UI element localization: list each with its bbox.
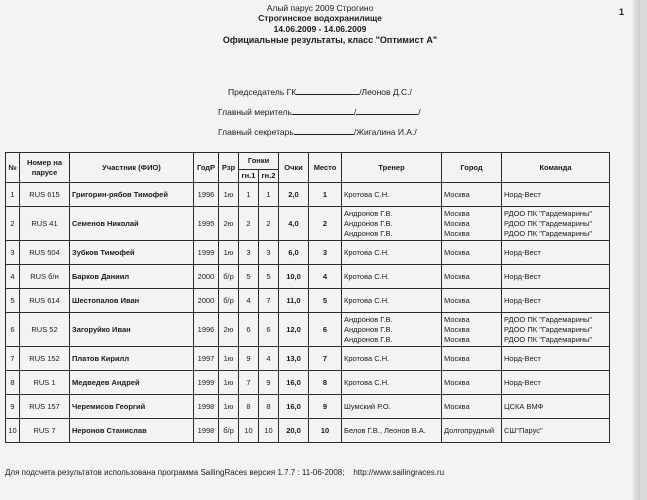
cell-no: 9 xyxy=(6,395,20,419)
cell-points: 20,0 xyxy=(279,419,309,443)
cell-city xyxy=(442,265,502,289)
cell-participant: Зубков Тимофей xyxy=(70,241,194,265)
date-range: 14.06.2009 - 14.06.2009 xyxy=(273,24,367,34)
cell-coach xyxy=(342,265,442,289)
cell-team-line: СШ"Парус" xyxy=(504,425,543,435)
table-row xyxy=(6,347,610,371)
cell-place: 10 xyxy=(309,419,342,443)
cell-no: 4 xyxy=(6,265,20,289)
table-row xyxy=(6,241,610,265)
col-header-team: Команда xyxy=(502,153,610,183)
col-header-year: ГодР xyxy=(194,153,219,183)
cell-place: 9 xyxy=(309,395,342,419)
footer-url: http://www.sailingraces.ru xyxy=(353,468,445,477)
cell-participant: Загоруйко Иван xyxy=(70,313,194,347)
page-edge-shadow xyxy=(633,0,640,500)
cell-city xyxy=(442,241,502,265)
cell-year: 1998 xyxy=(194,419,219,443)
cell-team xyxy=(502,347,610,371)
cell-place: 3 xyxy=(309,241,342,265)
col-header-points: Очки xyxy=(279,153,309,183)
cell-race2: 9 xyxy=(259,371,279,395)
cell-city-line: Москва xyxy=(444,295,470,305)
cell-participant: Неронов Станислав xyxy=(70,419,194,443)
signature-measurer: Главный меритель / / xyxy=(218,107,421,117)
cell-city-line: Москва xyxy=(444,228,470,238)
cell-city-line: Москва xyxy=(444,353,470,363)
cell-coach xyxy=(342,289,442,313)
cell-sail: RUS 41 xyxy=(20,207,70,241)
cell-no: 2 xyxy=(6,207,20,241)
cell-city xyxy=(442,207,502,241)
cell-city xyxy=(442,183,502,207)
col-header-place: Место xyxy=(309,153,342,183)
cell-participant: Черемисов Георгий xyxy=(70,395,194,419)
signature-chairman xyxy=(228,86,412,97)
cell-participant: Медведев Андрей xyxy=(70,371,194,395)
cell-rank: б/р xyxy=(219,265,239,289)
cell-participant: Платов Кирилл xyxy=(70,347,194,371)
cell-race1: 6 xyxy=(239,313,259,347)
cell-coach-line: Андронов Г.В. xyxy=(344,324,393,334)
cell-team-line: РДОО ПК "Гардемарины" xyxy=(504,314,593,324)
cell-coach-line: Кротова С.Н. xyxy=(344,189,390,199)
cell-points: 12,0 xyxy=(279,313,309,347)
cell-team-line: РДОО ПК "Гардемарины" xyxy=(504,334,593,344)
cell-team xyxy=(502,371,610,395)
table-row xyxy=(6,289,610,313)
cell-coach xyxy=(342,419,442,443)
cell-city-line: Москва xyxy=(444,324,470,334)
table-row xyxy=(6,265,610,289)
cell-sail: RUS 52 xyxy=(20,313,70,347)
cell-year: 1998 xyxy=(194,395,219,419)
col-header-sail: Номер на парусе xyxy=(20,153,70,183)
col-header-city: Город xyxy=(442,153,502,183)
cell-points: 10,0 xyxy=(279,265,309,289)
cell-coach xyxy=(342,347,442,371)
col-header-participant: Участник (ФИО) xyxy=(70,153,194,183)
table-row xyxy=(6,419,610,443)
cell-sail: RUS 1 xyxy=(20,371,70,395)
cell-coach-line: Кротова С.Н. xyxy=(344,271,390,281)
cell-race1: 9 xyxy=(239,347,259,371)
col-header-race1: гн.1 xyxy=(239,170,259,183)
cell-coach-line: Кротова С.Н. xyxy=(344,295,390,305)
cell-rank: б/р xyxy=(219,289,239,313)
cell-points: 16,0 xyxy=(279,371,309,395)
cell-city-line: Москва xyxy=(444,189,470,199)
table-row xyxy=(6,207,610,241)
col-header-rank: Рзр xyxy=(219,153,239,183)
cell-points: 11,0 xyxy=(279,289,309,313)
signature-line xyxy=(292,106,357,117)
cell-coach xyxy=(342,395,442,419)
cell-race1: 3 xyxy=(239,241,259,265)
cell-rank: 1ю xyxy=(219,241,239,265)
cell-race2: 1 xyxy=(259,183,279,207)
table-row xyxy=(6,395,610,419)
cell-city xyxy=(442,313,502,347)
cell-city xyxy=(442,371,502,395)
cell-city xyxy=(442,289,502,313)
cell-no: 3 xyxy=(6,241,20,265)
cell-no: 7 xyxy=(6,347,20,371)
cell-place: 8 xyxy=(309,371,342,395)
cell-sail: RUS 157 xyxy=(20,395,70,419)
cell-participant: Барков Даниил xyxy=(70,265,194,289)
col-header-no: № xyxy=(6,153,20,183)
cell-team-line: РДОО ПК "Гардемарины" xyxy=(504,208,593,218)
cell-team-line: Норд-Вест xyxy=(504,271,541,281)
regatta-title: Алый парус 2009 Строгино xyxy=(266,3,374,13)
cell-race2: 4 xyxy=(259,347,279,371)
cell-points: 13,0 xyxy=(279,347,309,371)
cell-no: 6 xyxy=(6,313,20,347)
cell-sail: RUS б/н xyxy=(20,265,70,289)
cell-team xyxy=(502,419,610,443)
cell-city xyxy=(442,419,502,443)
cell-race1: 5 xyxy=(239,265,259,289)
results-class-title: Официальные результаты, класс "Оптимист А" xyxy=(222,35,438,45)
cell-coach xyxy=(342,207,442,241)
cell-race2: 3 xyxy=(259,241,279,265)
footer-note xyxy=(5,468,444,477)
cell-year: 1995 xyxy=(194,207,219,241)
cell-rank: б/р xyxy=(219,419,239,443)
cell-race1: 8 xyxy=(239,395,259,419)
cell-year: 1999 xyxy=(194,371,219,395)
cell-coach-line: Андронов Г.В. xyxy=(344,314,393,324)
cell-coach xyxy=(342,371,442,395)
cell-race2: 5 xyxy=(259,265,279,289)
cell-coach xyxy=(342,183,442,207)
cell-team-line: РДОО ПК "Гардемарины" xyxy=(504,228,593,238)
page-number: 1 xyxy=(619,7,625,17)
cell-coach xyxy=(342,313,442,347)
cell-city xyxy=(442,395,502,419)
cell-race2: 2 xyxy=(259,207,279,241)
signature-secretary xyxy=(218,126,417,137)
cell-race1: 7 xyxy=(239,371,259,395)
cell-city-line: Москва xyxy=(444,314,470,324)
cell-no: 8 xyxy=(6,371,20,395)
cell-team-line: ЦСКА ВМФ xyxy=(504,401,544,411)
cell-coach-line: Шумский Р.О. xyxy=(344,401,391,411)
cell-participant: Шестопалов Иван xyxy=(70,289,194,313)
cell-points: 16,0 xyxy=(279,395,309,419)
cell-rank: 2ю xyxy=(219,207,239,241)
cell-place: 1 xyxy=(309,183,342,207)
cell-rank: 2ю xyxy=(219,313,239,347)
cell-place: 7 xyxy=(309,347,342,371)
table-row xyxy=(6,183,610,207)
cell-year: 1996 xyxy=(194,183,219,207)
cell-coach-line: Белов Г.В., Леонов В.А. xyxy=(344,425,426,435)
signature-label: Председатель ГК xyxy=(228,87,297,97)
cell-race2: 8 xyxy=(259,395,279,419)
cell-team xyxy=(502,265,610,289)
signature-label: Главный секретарь xyxy=(218,127,294,137)
cell-city-line: Долгопрудный xyxy=(444,425,495,435)
signature-line xyxy=(353,106,418,117)
venue-title: Строгинское водохранилище xyxy=(258,13,382,23)
cell-year: 1996 xyxy=(194,313,219,347)
cell-points: 2,0 xyxy=(279,183,309,207)
cell-city xyxy=(442,347,502,371)
cell-team-line: Норд-Вест xyxy=(504,353,541,363)
cell-city-line: Москва xyxy=(444,271,470,281)
cell-points: 4,0 xyxy=(279,207,309,241)
cell-team xyxy=(502,241,610,265)
cell-year: 1997 xyxy=(194,347,219,371)
cell-race2: 6 xyxy=(259,313,279,347)
cell-city-line: Москва xyxy=(444,377,470,387)
cell-coach-line: Кротова С.Н. xyxy=(344,247,390,257)
cell-team-line: Норд-Вест xyxy=(504,189,541,199)
cell-race1: 4 xyxy=(239,289,259,313)
cell-points: 6,0 xyxy=(279,241,309,265)
cell-team-line: РДОО ПК "Гардемарины" xyxy=(504,218,593,228)
cell-team xyxy=(502,395,610,419)
cell-race1: 2 xyxy=(239,207,259,241)
results-table-body xyxy=(6,183,610,443)
cell-sail: RUS 614 xyxy=(20,289,70,313)
cell-rank: 1ю xyxy=(219,371,239,395)
cell-coach-line: Андронов Г.В. xyxy=(344,218,393,228)
cell-race1: 10 xyxy=(239,419,259,443)
cell-city-line: Москва xyxy=(444,218,470,228)
cell-sail: RUS 615 xyxy=(20,183,70,207)
cell-team-line: Норд-Вест xyxy=(504,247,541,257)
cell-no: 1 xyxy=(6,183,20,207)
col-header-races: Гонки xyxy=(239,153,279,170)
cell-team-line: РДОО ПК "Гардемарины" xyxy=(504,324,593,334)
cell-place: 5 xyxy=(309,289,342,313)
results-table xyxy=(5,152,610,443)
cell-team xyxy=(502,313,610,347)
signature-line xyxy=(296,86,359,95)
cell-team xyxy=(502,183,610,207)
signature-label: Главный меритель xyxy=(218,107,292,117)
cell-rank: 1ю xyxy=(219,395,239,419)
cell-team-line: Норд-Вест xyxy=(504,295,541,305)
table-row xyxy=(6,313,610,347)
cell-place: 2 xyxy=(309,207,342,241)
cell-place: 4 xyxy=(309,265,342,289)
cell-race2: 10 xyxy=(259,419,279,443)
cell-team-line: Норд-Вест xyxy=(504,377,541,387)
cell-city-line: Москва xyxy=(444,334,470,344)
cell-team xyxy=(502,207,610,241)
cell-year: 1999 xyxy=(194,241,219,265)
cell-rank: 1ю xyxy=(219,347,239,371)
cell-no: 5 xyxy=(6,289,20,313)
col-header-race2: гн.2 xyxy=(259,170,279,183)
signature-name: /Жигалина И.А./ xyxy=(353,127,417,137)
cell-coach-line: Андронов Г.В. xyxy=(344,228,393,238)
cell-sail: RUS 152 xyxy=(20,347,70,371)
cell-sail: RUS 504 xyxy=(20,241,70,265)
cell-participant: Григорин-рябов Тимофей xyxy=(70,183,194,207)
cell-coach-line: Андронов Г.В. xyxy=(344,334,393,344)
table-header-row xyxy=(6,153,610,170)
cell-coach xyxy=(342,241,442,265)
cell-coach-line: Кротова С.Н. xyxy=(344,353,390,363)
cell-participant: Семенов Николай xyxy=(70,207,194,241)
cell-city-line: Москва xyxy=(444,208,470,218)
cell-race1: 1 xyxy=(239,183,259,207)
cell-race2: 7 xyxy=(259,289,279,313)
cell-city-line: Москва xyxy=(444,247,470,257)
cell-rank: 1ю xyxy=(219,183,239,207)
table-row xyxy=(6,371,610,395)
signature-name: /Леонов Д.С./ xyxy=(359,87,412,97)
cell-city-line: Москва xyxy=(444,401,470,411)
cell-no: 10 xyxy=(6,419,20,443)
cell-place: 6 xyxy=(309,313,342,347)
cell-year: 2000 xyxy=(194,289,219,313)
col-header-coach: Тренер xyxy=(342,153,442,183)
cell-team xyxy=(502,289,610,313)
cell-year: 2000 xyxy=(194,265,219,289)
cell-coach-line: Андронов Г.В. xyxy=(344,208,393,218)
signature-line xyxy=(294,126,354,135)
signature-name: / xyxy=(353,107,357,117)
cell-sail: RUS 7 xyxy=(20,419,70,443)
footer-text: Для подсчета результатов использована программа SailingRaces версия 1.7.7 : 11-06-2008; xyxy=(5,468,345,477)
cell-coach-line: Кротова С.Н. xyxy=(344,377,390,387)
